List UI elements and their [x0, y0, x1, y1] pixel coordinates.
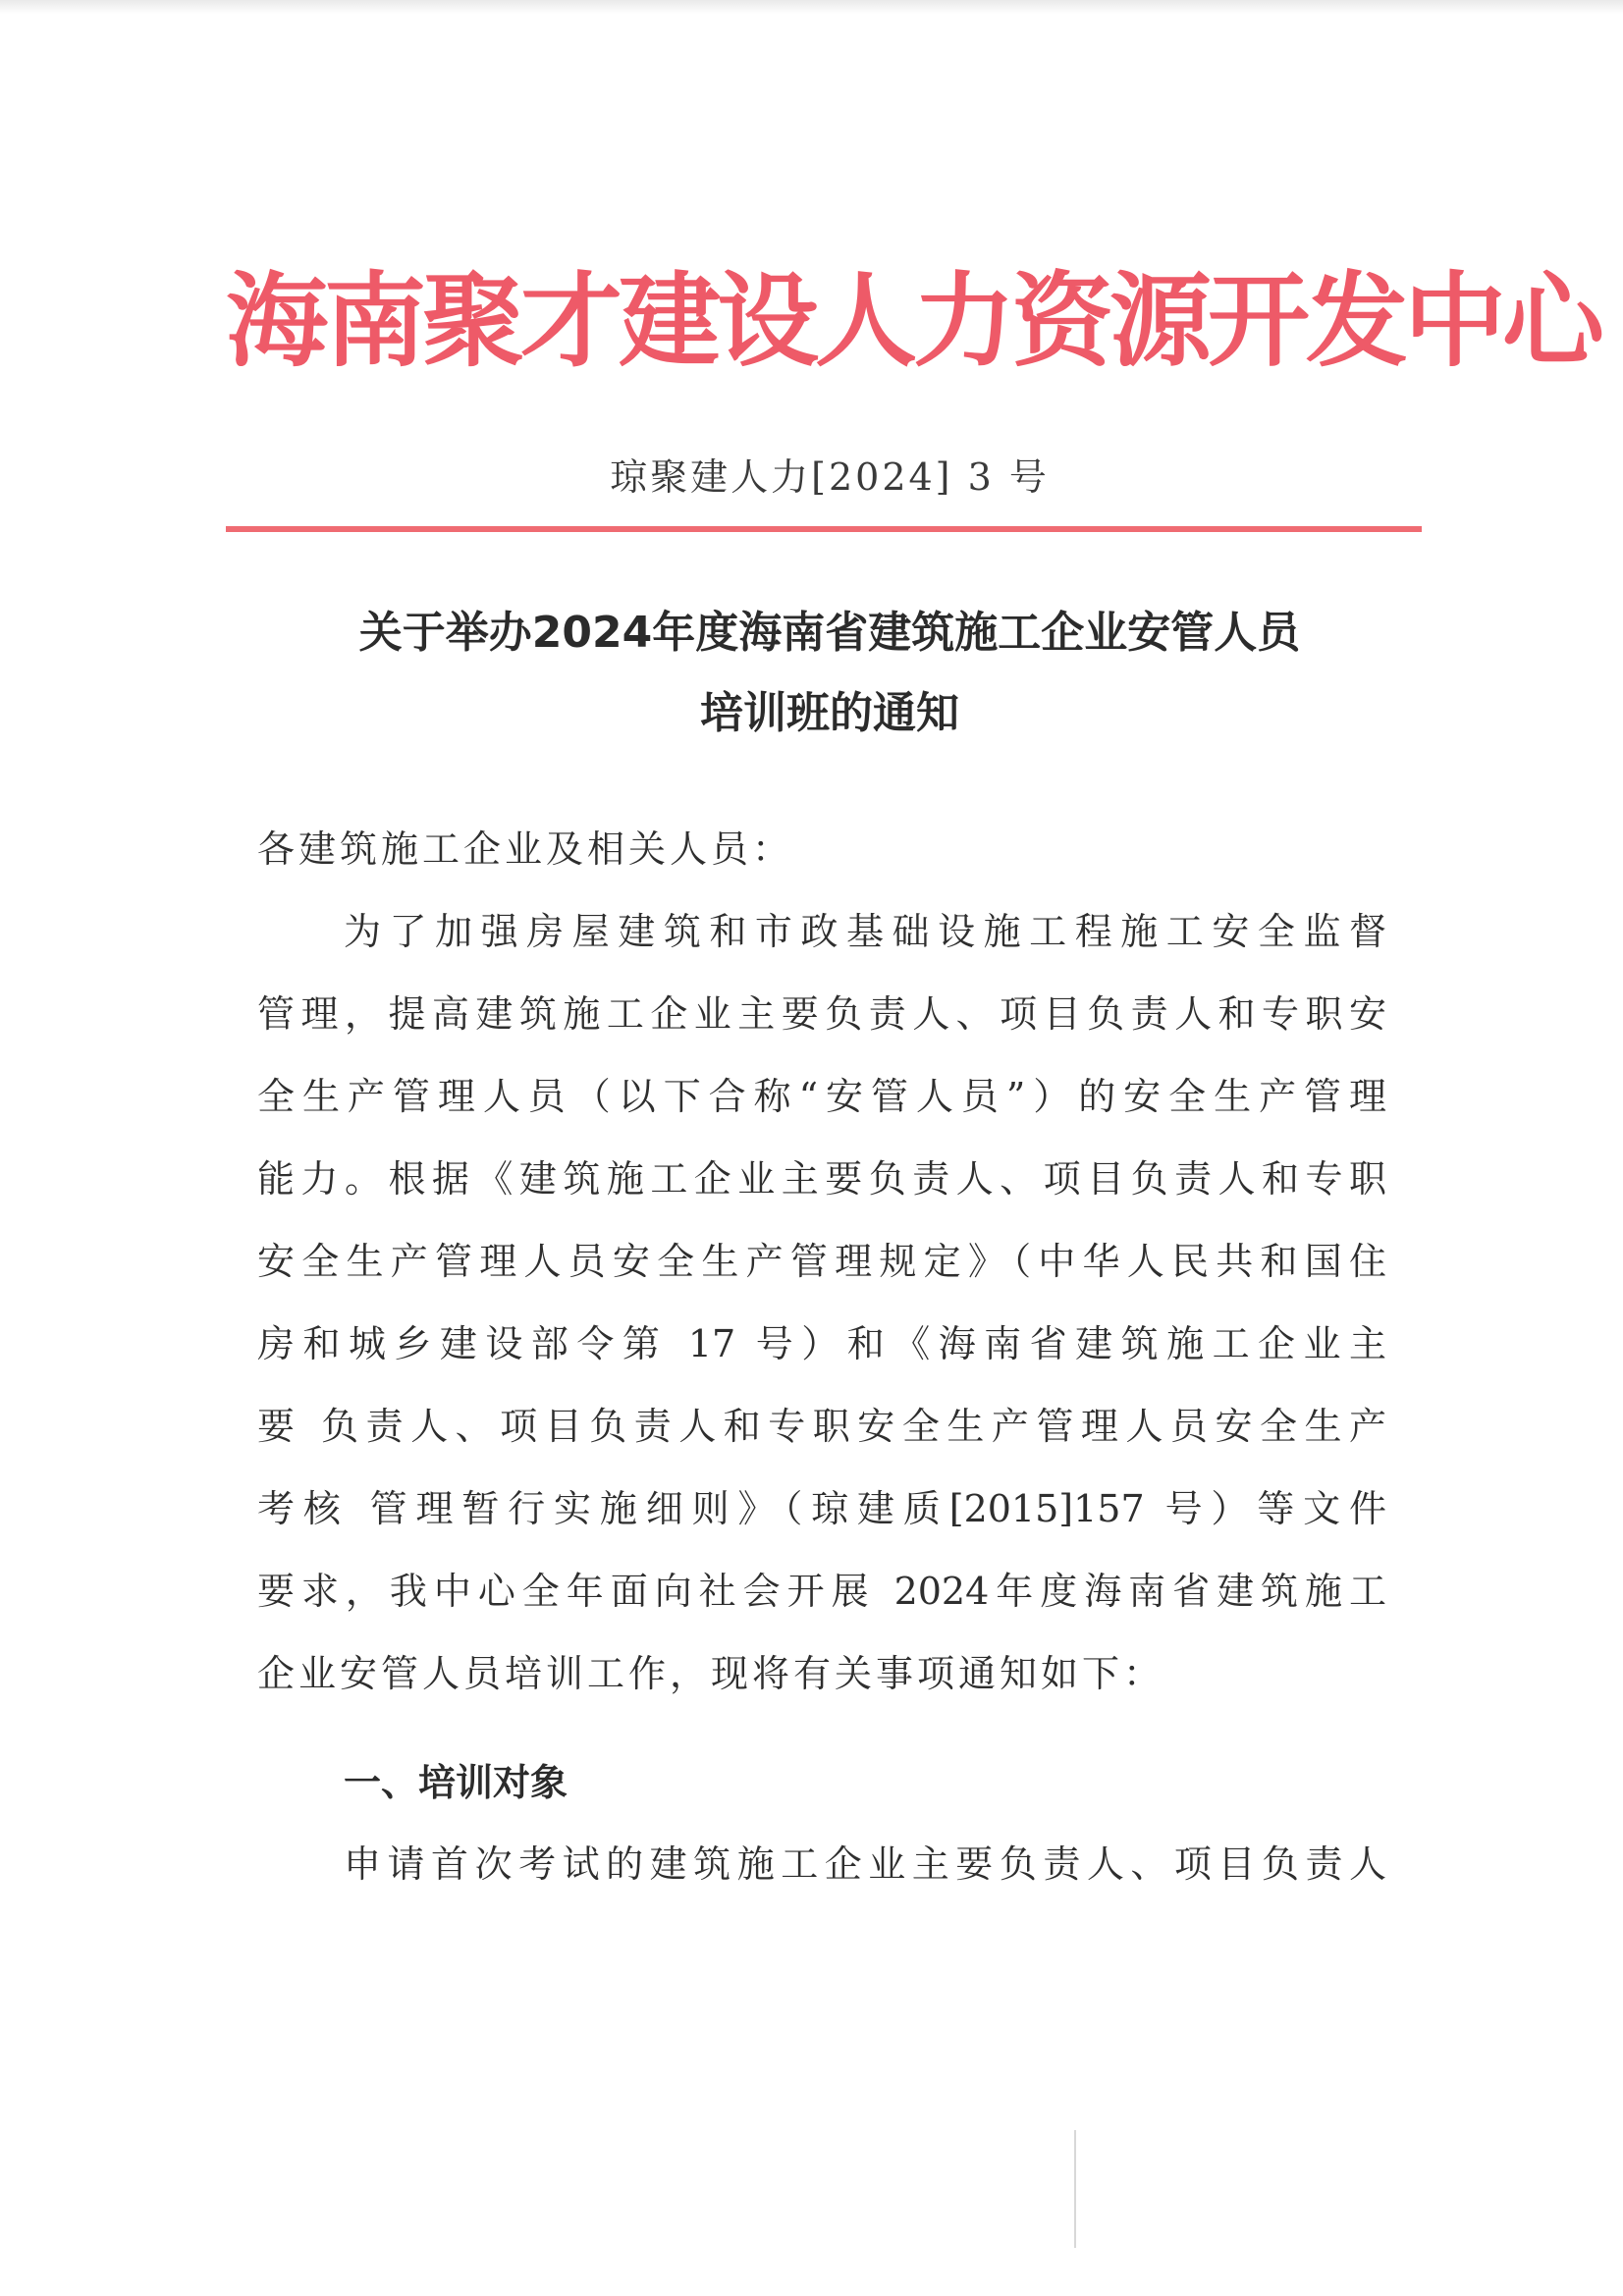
document-title-line-1: 关于举办2024年度海南省建筑施工企业安管人员 [358, 608, 1301, 658]
paragraph-line: 管理，提高建筑施工企业主要负责人、项目负责人和专职安 [257, 992, 1386, 1036]
paragraph-line: 要求，我中心全年面向社会开展 2024年度海南省建筑施工 [257, 1570, 1386, 1613]
paragraph-line: 全生产管理人员（以下合称“安管人员”）的安全生产管理 [257, 1075, 1386, 1118]
header-divider [226, 526, 1422, 532]
salutation: 各建筑施工企业及相关人员： [257, 828, 794, 871]
document-number: 琼聚建人力[2024] 3 号 [610, 455, 1050, 499]
document-header-org-name: 海南聚才建设人力资源开发中心 [226, 261, 1601, 381]
paragraph-line: 房和城乡建设部令第 17 号）和《海南省建筑施工企业主 [257, 1322, 1386, 1365]
paragraph-line: 能力。根据《建筑施工企业主要负责人、项目负责人和专职 [257, 1157, 1386, 1201]
section-heading: 一、培训对象 [344, 1761, 568, 1804]
paragraph-line: 要 负责人、项目负责人和专职安全生产管理人员安全生产 [257, 1405, 1386, 1448]
document-title-line-2: 培训班的通知 [700, 688, 959, 738]
paragraph-line: 企业安管人员培训工作，现将有关事项通知如下： [257, 1652, 1165, 1695]
section-text-line: 申请首次考试的建筑施工企业主要负责人、项目负责人 [344, 1842, 1386, 1886]
paragraph-line: 考核 管理暂行实施细则》（琼建质[2015]157 号）等文件 [257, 1487, 1386, 1530]
scan-artifact-line [1074, 2130, 1076, 2248]
paragraph-line: 安全生产管理人员安全生产管理规定》（中华人民共和国住 [257, 1240, 1386, 1283]
paragraph-line: 为了加强房屋建筑和市政基础设施工程施工安全监督 [344, 910, 1386, 953]
scan-edge-shadow [0, 0, 1623, 14]
